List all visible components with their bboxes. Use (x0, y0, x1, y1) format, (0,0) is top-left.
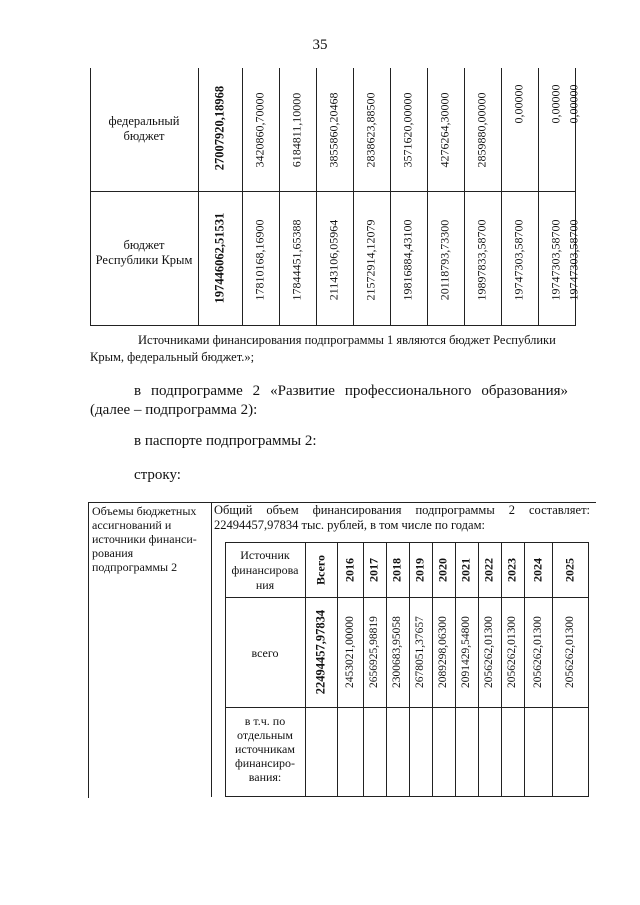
inner-col-divider (386, 542, 387, 797)
label-line: источники финанси- (92, 532, 197, 546)
funding-table-continuation: федеральный бюджет 27007920,18968 3420860,70000 6184811,10000 3855860,20468 2838623,88500 3571620,00000 4276264,30000 2859880,00000 0,00000 0,00000 бюджет Республики Крым 197446062,51531 17810168,16900 17844451,65388 21143106,05964 21572914,12079 19816884,43100 20118793,73300 19897833,58700 19747303,58700 19747303,58700 (90, 68, 582, 326)
page-number: 35 (312, 37, 328, 53)
label-line: финансиро- (234, 756, 296, 770)
row-label-total: всего (251, 646, 279, 660)
label-line: бюджет (123, 238, 165, 252)
inner-row-divider (225, 597, 588, 598)
inner-col-divider (337, 542, 338, 797)
header-line: ния (255, 578, 275, 592)
table-divider (464, 68, 465, 326)
table-divider (501, 68, 502, 326)
table-border-left (90, 68, 91, 326)
inner-col-divider (478, 542, 479, 797)
paragraph-line: Крым, федеральный бюджет.»; (90, 350, 255, 364)
summary-line: 22494457,97834 тыс. рублей, в том числе по годам: (214, 518, 485, 532)
row-label-by-source (228, 714, 302, 784)
inner-col-divider (305, 542, 306, 797)
inner-row-divider (225, 707, 588, 708)
table-divider (390, 68, 391, 326)
label-line: федеральный (108, 114, 180, 128)
inner-col-divider (588, 542, 589, 797)
inner-table-top (225, 542, 588, 543)
header-funding-source (228, 548, 302, 593)
inner-col-divider (432, 542, 433, 797)
inner-table-bottom (225, 796, 588, 797)
table-border-bottom (90, 325, 576, 326)
table-row-divider (90, 191, 576, 192)
label-line: рования (92, 546, 134, 560)
row-label-federal-budget (90, 114, 198, 144)
table-divider (279, 68, 280, 326)
inner-col-divider (524, 542, 525, 797)
label-line: Объемы бюджетных (92, 504, 197, 518)
table-divider (242, 68, 243, 326)
table-divider (353, 68, 354, 326)
paragraph-passport: в паспорте подпрограммы 2: (134, 433, 317, 449)
inner-col-divider (409, 542, 410, 797)
label-line: вания: (248, 770, 282, 784)
label-line: Республики Крым (95, 253, 193, 267)
table-divider (538, 68, 539, 326)
document-page: 35 федеральный бюджет 27007920,18968 3420860,70000 6184811,10000 3855860,20468 2838623,88500 3571620,00000 4276264,30000 2859880,00000 0,00000 0,00000 бюджет Республики Крым 197446062,51531 17810168,16900 17844451,65388 21143106,05964 21572914,12079 19816884,43100 20118793,73300 19897833,58700 19747303,58700 19747303,58700 Источниками финансирования подпрограммы 1 являются бюджет Республики Крым, федеральный бюджет.»; в подпрограмме 2 «Развитие профессионального образования» (далее – подпрограмма 2): в паспорте подпрограммы 2: строку: Объемы бюджетных ассигнований и источники финанси- рования подпрограммы 2 Общий объем финансирования подпрограммы 2 составляет: 22494457,97834 тыс. рублей, в том числе по годам: Источник финансирова ния Всего 2016 2017 2018 2019 2020 2021 2022 2023 2024 2025 всего 22494457,97834 2453021,00000 2656925,98819 2300683,95058 2678051,37657 2089298,06300 2091429,54800 2056262,01300 2056262,01300 2056262,01300 2056262,01300 в т.ч. по отдельным источникам финансиро- вания: (0, 0, 640, 905)
label-line: в т.ч. по (244, 714, 286, 728)
label-line: подпрограммы 2 (92, 560, 178, 574)
paragraph-line-keyword: строку: (134, 467, 181, 483)
header-line: Источник (240, 548, 290, 562)
inner-col-divider (552, 542, 553, 797)
inner-col-divider (501, 542, 502, 797)
label-line: источникам (235, 742, 295, 756)
inner-col-divider (363, 542, 364, 797)
label-line: отдельным (237, 728, 293, 742)
paragraph-funding-sources (138, 332, 566, 349)
inner-col-divider (225, 542, 226, 797)
summary-line: Общий объем финансирования подпрограммы 2 составляет: (214, 503, 590, 517)
paragraph-subprogram-2: в подпрограмме 2 «Развитие профессионального образования» (134, 383, 568, 399)
total-funding-summary (214, 503, 590, 533)
passport-row-label (92, 504, 216, 574)
paragraph-funding-sources-cont (90, 349, 570, 366)
table-divider (316, 68, 317, 326)
header-line: финансирова (231, 563, 299, 577)
paragraph-line: Источниками финансирования подпрограммы 1 являются бюджет Республики (138, 333, 556, 347)
paragraph-subprogram-2-cont: (далее – подпрограмма 2): (90, 402, 258, 418)
row-label-crimea-budget (90, 238, 198, 268)
label-line: бюджет (123, 129, 165, 143)
table-divider (198, 68, 199, 326)
inner-col-divider (455, 542, 456, 797)
label-line: ассигнований и (92, 518, 172, 532)
table-divider (427, 68, 428, 326)
